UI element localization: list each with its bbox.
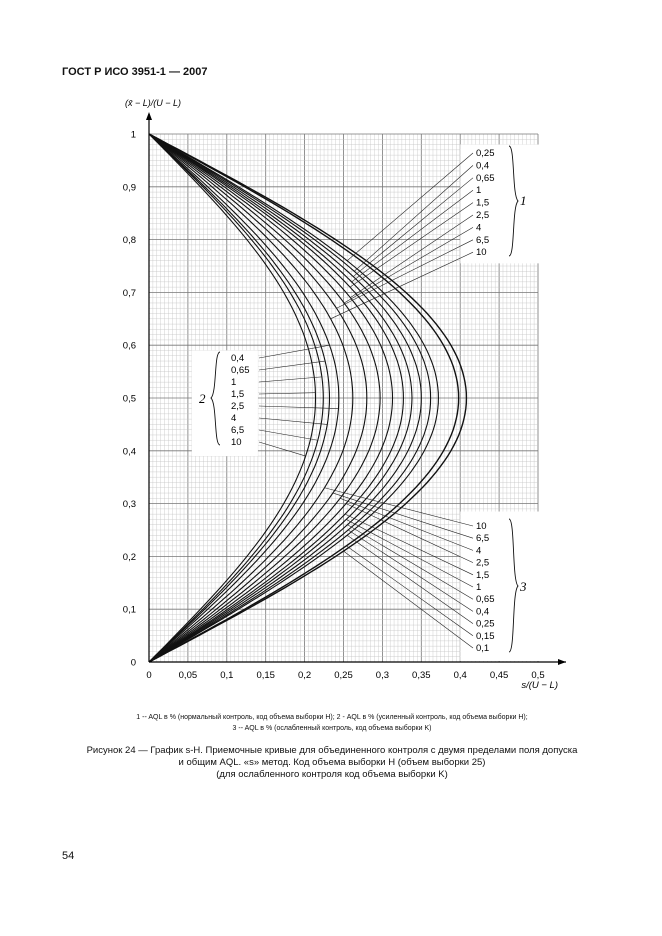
group-1-label: 1,5 xyxy=(476,197,490,209)
x-tick-label: 0,25 xyxy=(334,670,353,681)
legend-note-line-2: 3 -- AQL в % (ослабленный контроль, код объема выборки K) xyxy=(232,725,432,732)
y-tick-label: 1 xyxy=(130,129,136,141)
x-tick-label: 0,2 xyxy=(297,670,312,681)
x-axis-label: s/(U − L) xyxy=(521,680,558,691)
group-3-number: 3 xyxy=(520,579,527,594)
leader-line xyxy=(259,406,338,409)
y-tick-label: 0,2 xyxy=(122,551,136,563)
x-tick-label: 0,5 xyxy=(531,670,545,681)
group-3-label: 0,4 xyxy=(476,606,490,618)
group-2-label: 6,5 xyxy=(231,425,245,436)
label-band-group-1 xyxy=(460,145,540,264)
group-3-label: 0,25 xyxy=(476,618,495,630)
group-2-label: 4 xyxy=(231,413,237,424)
y-tick-label: 0,9 xyxy=(122,182,136,194)
group-2-label: 0,65 xyxy=(231,365,250,376)
group-1-label: 6,5 xyxy=(476,234,490,246)
caption-line-2: и общим AQL. «s» метод. Код объема выборки H (объем выборки 25) xyxy=(178,757,486,768)
leader-line xyxy=(324,488,473,526)
leader-line xyxy=(352,190,473,282)
group-3-label: 1 xyxy=(476,582,482,593)
group-2-label: 1 xyxy=(231,377,237,388)
group-1-label: 4 xyxy=(476,222,482,234)
group-3-label: 10 xyxy=(476,521,487,532)
group-1-label: 0,65 xyxy=(476,172,495,184)
group-2-number: 2 xyxy=(199,391,206,406)
y-axis-arrow xyxy=(146,112,152,120)
y-tick-label: 0,5 xyxy=(122,393,136,405)
x-tick-label: 0,45 xyxy=(489,670,509,681)
group-1-label: 10 xyxy=(476,247,487,259)
group-2-label: 2,5 xyxy=(231,401,245,412)
x-tick-label: 0,4 xyxy=(453,670,467,681)
group-2-label: 1,5 xyxy=(231,389,245,400)
x-tick-label: 0 xyxy=(146,670,152,681)
leader-line xyxy=(350,215,473,298)
y-tick-label: 0,3 xyxy=(122,499,136,511)
group-3-label: 6,5 xyxy=(476,533,490,545)
group-2-label: 0,4 xyxy=(231,353,245,364)
leader-line xyxy=(347,153,473,261)
caption-line-1: Рисунок 24 — График s-H. Приемочные кривые для объединенного контроля с двумя пределами поля допуска xyxy=(86,745,578,756)
group-3-label: 0,15 xyxy=(476,630,495,642)
leader-line xyxy=(347,535,473,623)
legend-note-line-1: 1 -- AQL в % (нормальный контроль, код объема выборки H); 2 - AQL в % (усиленный контроль, код объема выборки H); xyxy=(136,714,528,721)
group-3-label: 0,65 xyxy=(476,594,495,606)
group-1-label: 1 xyxy=(476,185,482,197)
document-header: ГОСТ Р ИСО 3951-1 — 2007 xyxy=(62,66,208,78)
group-3-label: 0,1 xyxy=(476,643,490,654)
x-axis-arrow xyxy=(558,659,566,665)
y-tick-label: 0,6 xyxy=(122,340,136,352)
y-tick-label: 0,8 xyxy=(122,235,136,247)
group-2-label: 10 xyxy=(231,437,242,448)
y-tick-label: 0 xyxy=(130,657,136,669)
group-1-label: 0,25 xyxy=(476,148,495,159)
group-3-label: 4 xyxy=(476,545,482,557)
x-tick-label: 0,3 xyxy=(375,670,390,681)
group-3-label: 1,5 xyxy=(476,569,490,581)
caption-line-3: (для ослабленного контроля код объема выборки K) xyxy=(216,769,448,780)
leader-line xyxy=(259,361,325,370)
legend-note xyxy=(62,712,602,734)
group-1-label: 0,4 xyxy=(476,160,490,172)
group-1-label: 2,5 xyxy=(476,210,490,221)
figure-caption xyxy=(62,745,602,781)
x-tick-label: 0,05 xyxy=(178,670,198,681)
x-tick-label: 0,35 xyxy=(412,670,431,681)
y-tick-label: 0,4 xyxy=(122,446,136,458)
x-tick-label: 0,15 xyxy=(256,670,275,681)
x-tick-label: 0,1 xyxy=(220,670,234,681)
y-axis-label: (x̄ − L)/(U − L) xyxy=(125,98,182,108)
y-tick-label: 0,7 xyxy=(122,287,136,299)
y-tick-label: 0,1 xyxy=(122,604,136,616)
page-number: 54 xyxy=(62,850,75,862)
leader-line xyxy=(345,514,473,575)
group-3-label: 2,5 xyxy=(476,557,490,569)
group-1-number: 1 xyxy=(520,193,527,208)
